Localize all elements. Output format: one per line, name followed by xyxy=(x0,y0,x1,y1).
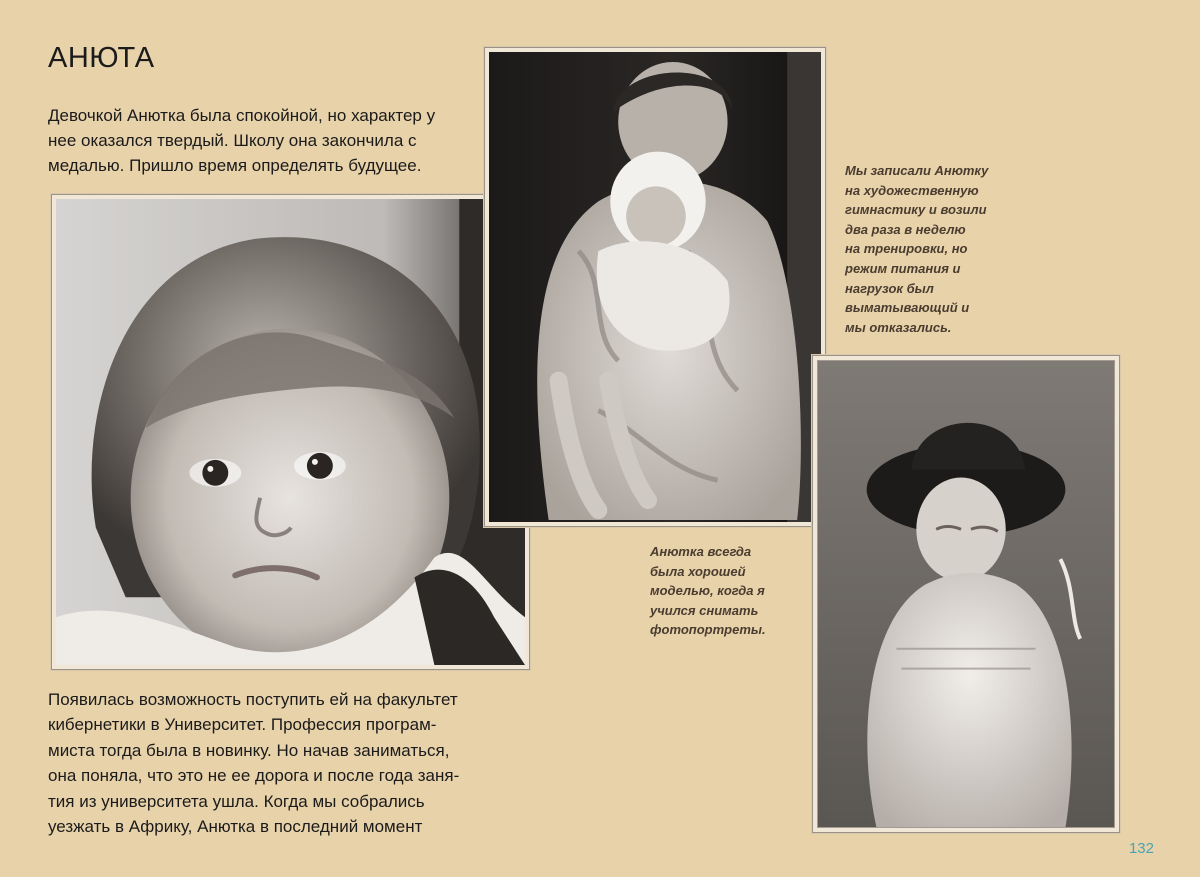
caption-line: на художественную xyxy=(845,182,979,198)
caption-gymnastics xyxy=(845,161,988,337)
girl-in-hat-photo xyxy=(817,360,1115,828)
caption-line: нагрузок был xyxy=(845,280,934,296)
caption-line: Анютка всегда xyxy=(650,544,752,559)
intro-line: медалью. Пришло время определять будущее. xyxy=(48,156,422,175)
body-line: тия из университета ушла. Когда мы собрались xyxy=(48,791,425,811)
mother-with-baby-photo xyxy=(489,52,821,522)
caption-line: режим питания и xyxy=(845,260,961,276)
caption-line: выматывающий и xyxy=(845,300,970,316)
page-title: АНЮТА xyxy=(48,42,155,74)
caption-line: была хорошей xyxy=(650,563,746,579)
photo-frame-mother-baby xyxy=(484,47,826,527)
intro-line: нее оказался твердый. Школу она закончила с xyxy=(48,131,417,150)
body-line: уезжать в Африку, Анютка в последний момент xyxy=(48,817,423,837)
body-line: миста тогда была в новинку. Но начав заниматься, xyxy=(48,740,450,760)
caption-line: учился снимать xyxy=(650,602,759,618)
photo-frame-child-portrait xyxy=(51,194,530,670)
caption-model xyxy=(650,542,766,640)
child-portrait-photo xyxy=(56,199,525,665)
photo-frame-girl-hat xyxy=(812,355,1120,833)
caption-line: Мы записали Анютку xyxy=(845,163,989,178)
body-paragraph xyxy=(48,687,498,839)
page-number: 132 xyxy=(1128,840,1154,857)
body-line: Появилась возможность поступить ей на факультет xyxy=(48,690,458,709)
body-line: она поняла, что это не ее дорога и после года заня- xyxy=(48,766,460,786)
caption-line: фотопортреты. xyxy=(650,622,766,638)
body-line: кибернетики в Университет. Профессия програм- xyxy=(48,715,437,735)
caption-line: на тренировки, но xyxy=(845,241,968,257)
intro-line: Девочкой Анютка была спокойной, но характер у xyxy=(48,106,436,125)
intro-paragraph xyxy=(48,103,488,178)
caption-line: два раза в неделю xyxy=(845,221,966,237)
caption-line: гимнастику и возили xyxy=(845,202,987,218)
caption-line: мы отказались. xyxy=(845,319,952,335)
caption-line: моделью, когда я xyxy=(650,583,765,599)
